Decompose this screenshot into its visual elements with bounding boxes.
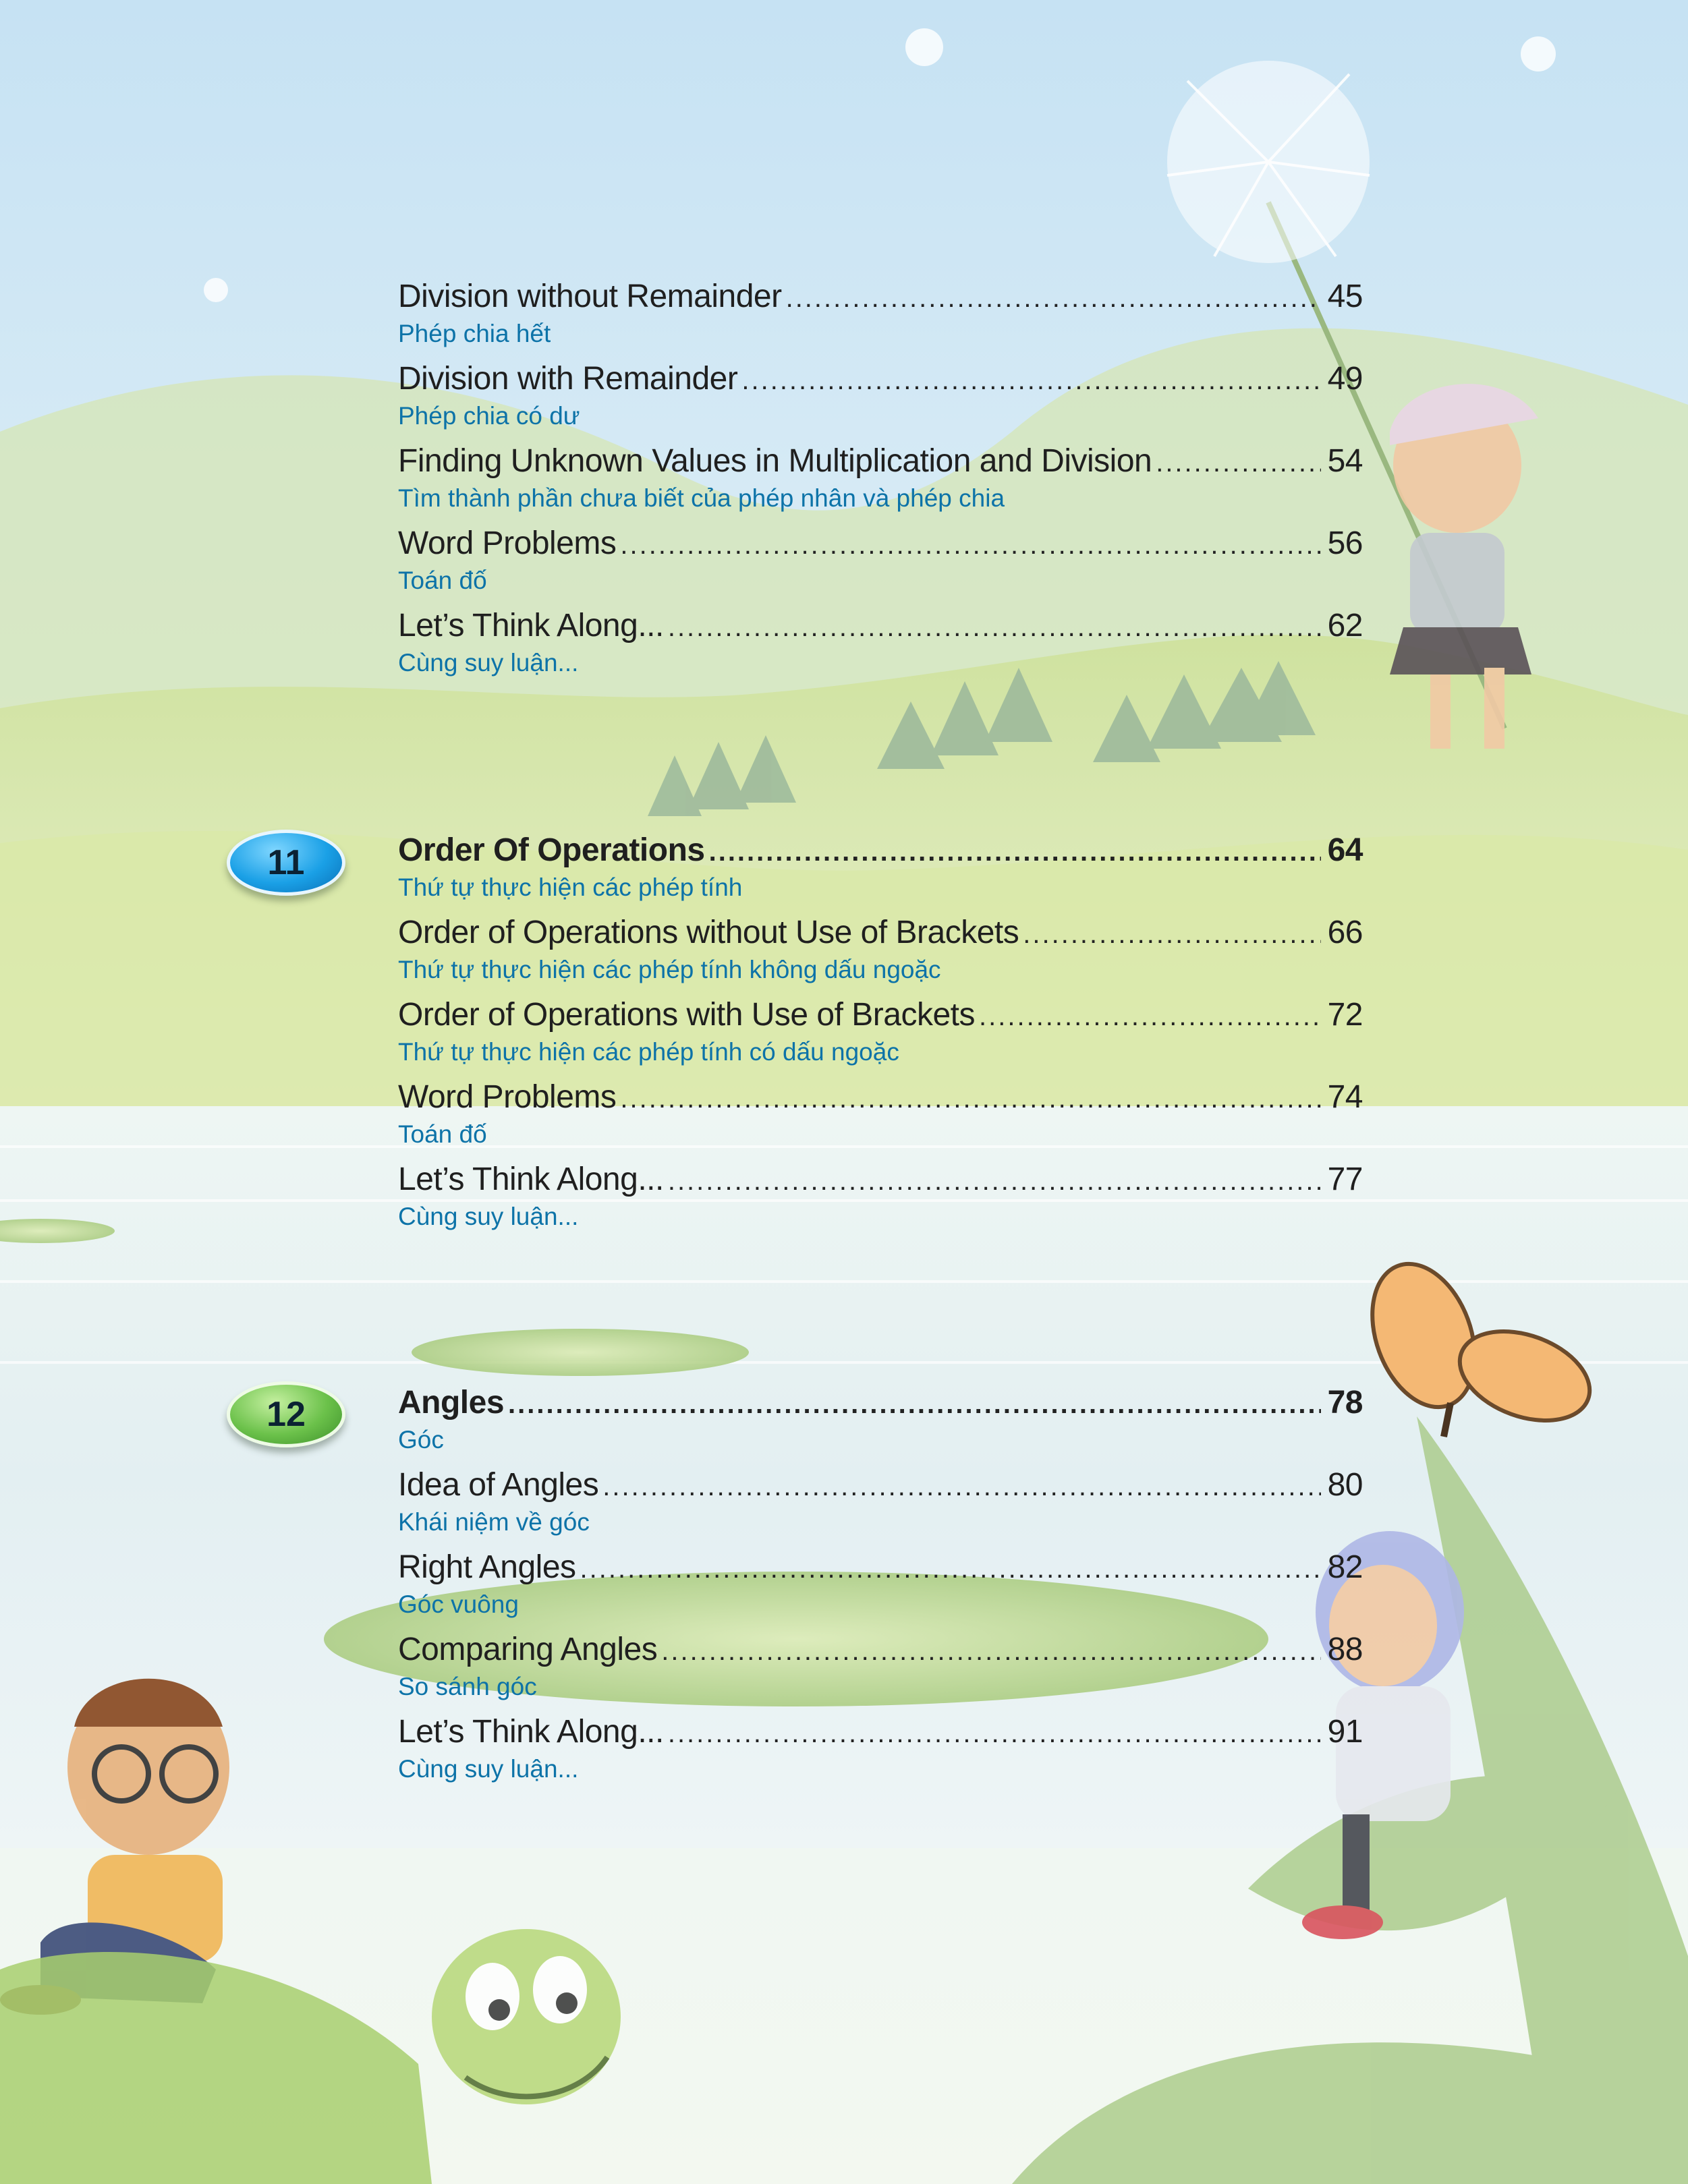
page-number: 78 [1327, 1385, 1363, 1420]
toc-section-chapter-12 [398, 1383, 1363, 1794]
toc-section-chapter-11 [398, 830, 1363, 1242]
toc-entry[interactable] [398, 1077, 1363, 1159]
chapter-title: Order Of Operations [398, 832, 705, 868]
entry-title: Let’s Think Along... [398, 1161, 664, 1197]
entry-title: Word Problems [398, 525, 617, 561]
page-number: 56 [1327, 525, 1363, 561]
page-number: 45 [1327, 279, 1363, 314]
dot-leader [668, 607, 1321, 648]
dot-leader [979, 996, 1321, 1037]
dot-leader [741, 360, 1321, 401]
entry-title: Let’s Think Along... [398, 1714, 664, 1750]
page-number: 64 [1327, 832, 1363, 868]
dot-leader [786, 278, 1321, 318]
chapter-number: 11 [267, 843, 305, 882]
toc-entry[interactable] [398, 1630, 1363, 1712]
dot-leader [620, 525, 1321, 565]
toc-entry[interactable] [398, 1712, 1363, 1794]
entry-title: Right Angles [398, 1549, 576, 1585]
chapter-title: Angles [398, 1385, 505, 1420]
entry-title: Division without Remainder [398, 279, 782, 314]
toc-entry[interactable] [398, 277, 1363, 359]
dot-leader [620, 1079, 1321, 1119]
page-number: 72 [1327, 997, 1363, 1033]
dot-leader [1023, 914, 1321, 954]
page-number: 62 [1327, 608, 1363, 643]
dot-leader [602, 1466, 1321, 1507]
entry-subtitle: Thứ tự thực hiện các phép tính không dấu ngoặc [398, 956, 941, 983]
toc-entry[interactable] [398, 995, 1363, 1077]
toc-entry[interactable] [398, 913, 1363, 995]
page-number: 80 [1327, 1467, 1363, 1503]
entry-subtitle: Thứ tự thực hiện các phép tính [398, 873, 743, 901]
entry-subtitle: Góc vuông [398, 1590, 519, 1618]
page-number: 77 [1327, 1161, 1363, 1197]
toc-entry[interactable] [398, 1383, 1363, 1465]
chapter-12-badge [227, 1381, 345, 1447]
entry-subtitle: Tìm thành phần chưa biết của phép nhân và phép chia [398, 484, 1005, 512]
page-number: 91 [1327, 1714, 1363, 1750]
dot-leader [709, 832, 1321, 872]
entry-subtitle: Góc [398, 1426, 444, 1454]
toc-entry[interactable] [398, 830, 1363, 913]
toc-entry[interactable] [398, 606, 1363, 688]
entry-title: Idea of Angles [398, 1467, 599, 1503]
toc-section-continued [398, 277, 1363, 688]
toc-entry[interactable] [398, 1547, 1363, 1630]
page-number: 82 [1327, 1549, 1363, 1585]
entry-title: Comparing Angles [398, 1632, 658, 1667]
dot-leader [508, 1384, 1321, 1425]
entry-subtitle: Cùng suy luận... [398, 649, 579, 677]
chapter-11-badge [227, 830, 345, 896]
toc-entry[interactable] [398, 1465, 1363, 1547]
entry-subtitle: Phép chia có dư [398, 402, 580, 430]
entry-title: Division with Remainder [398, 361, 738, 397]
entry-subtitle: Toán đố [398, 567, 487, 594]
entry-title: Let’s Think Along... [398, 608, 664, 643]
toc-entry[interactable] [398, 523, 1363, 606]
entry-subtitle: Phép chia hết [398, 320, 551, 347]
toc-entry[interactable] [398, 359, 1363, 441]
dot-leader [661, 1631, 1321, 1671]
entry-title: Order of Operations without Use of Brackets [398, 915, 1019, 950]
entry-title: Word Problems [398, 1079, 617, 1115]
dot-leader [580, 1549, 1321, 1589]
entry-subtitle: Cùng suy luận... [398, 1755, 579, 1783]
page-number: 88 [1327, 1632, 1363, 1667]
toc-entry[interactable] [398, 1159, 1363, 1242]
page-number: 74 [1327, 1079, 1363, 1115]
entry-title: Order of Operations with Use of Brackets [398, 997, 976, 1033]
entry-subtitle: Thứ tự thực hiện các phép tính có dấu ngoặc [398, 1038, 899, 1066]
page-number: 66 [1327, 915, 1363, 950]
entry-subtitle: So sánh góc [398, 1673, 537, 1700]
page-number: 49 [1327, 361, 1363, 397]
entry-subtitle: Toán đố [398, 1120, 487, 1148]
entry-subtitle: Khái niệm về góc [398, 1508, 590, 1536]
dot-leader [668, 1161, 1321, 1201]
entry-subtitle: Cùng suy luận... [398, 1203, 579, 1230]
toc-entry[interactable] [398, 441, 1363, 523]
page-number: 54 [1327, 443, 1363, 479]
chapter-number: 12 [266, 1395, 306, 1434]
dot-leader [668, 1713, 1321, 1754]
dot-leader [1156, 442, 1321, 483]
entry-title: Finding Unknown Values in Multiplication and Division [398, 443, 1152, 479]
